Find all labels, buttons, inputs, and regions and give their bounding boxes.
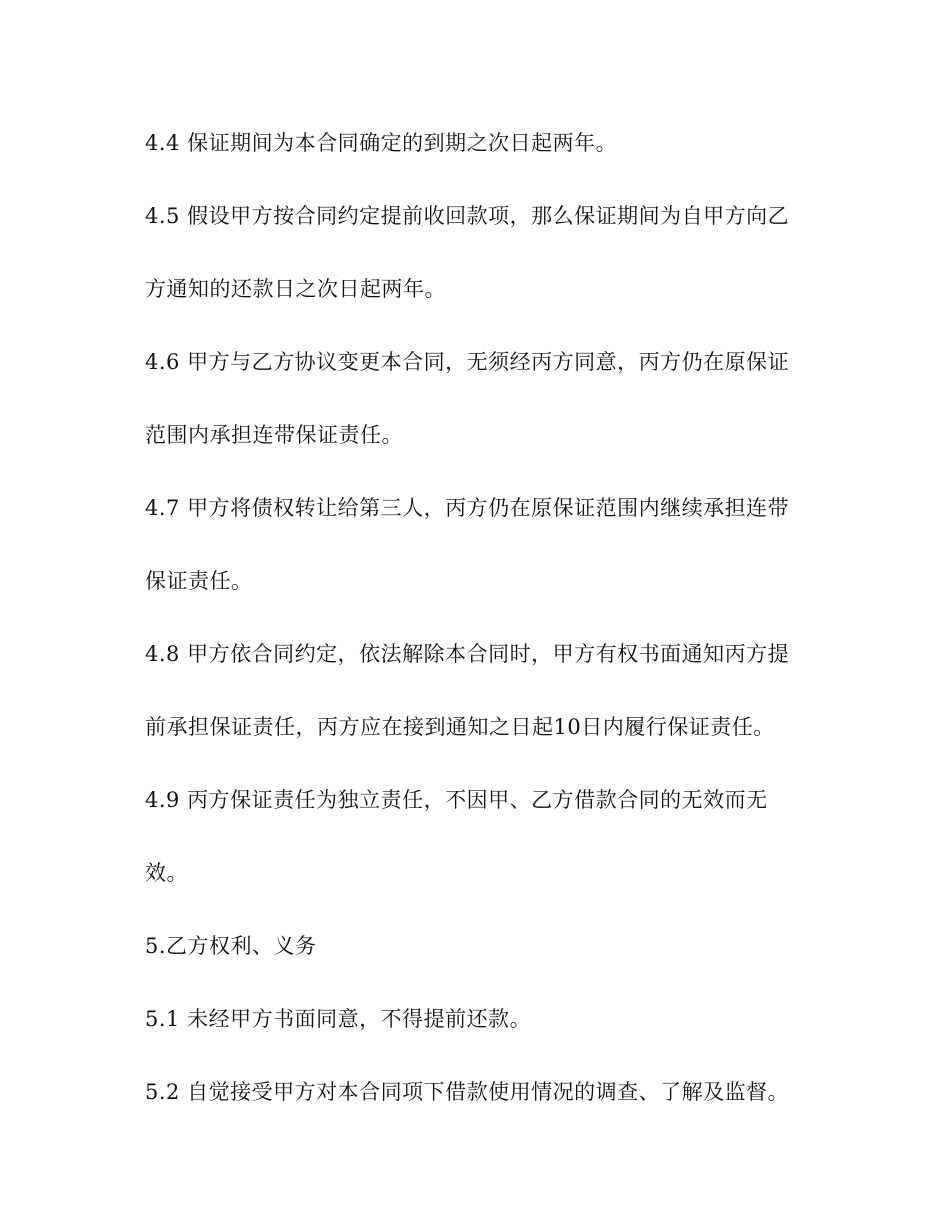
clause-4-9-line-1: 4.9 丙方保证责任为独立责任，不因甲、乙方借款合同的无效而无 bbox=[145, 788, 768, 812]
clause-4-4-line-1: 4.4 保证期间为本合同确定的到期之次日起两年。 bbox=[145, 131, 618, 155]
clause-4-8-line-2: 前承担保证责任，丙方应在接到通知之日起10日内履行保证责任。 bbox=[145, 715, 775, 739]
clause-4-9-line-2: 效。 bbox=[145, 861, 188, 885]
clause-4-7-line-2: 保证责任。 bbox=[145, 569, 253, 593]
clause-4-5-line-2: 方通知的还款日之次日起两年。 bbox=[145, 277, 446, 301]
clause-4-8-line-1: 4.8 甲方依合同约定，依法解除本合同时，甲方有权书面通知丙方提 bbox=[145, 642, 790, 666]
clause-5-1-line-1: 5.1 未经甲方书面同意，不得提前还款。 bbox=[145, 1007, 532, 1031]
section-5-heading: 5.乙方权利、义务 bbox=[145, 934, 317, 958]
clause-4-7-line-1: 4.7 甲方将债权转让给第三人，丙方仍在原保证范围内继续承担连带 bbox=[145, 496, 790, 520]
clause-4-5-line-1: 4.5 假设甲方按合同约定提前收回款项，那么保证期间为自甲方向乙 bbox=[145, 204, 790, 228]
clause-5-2-line-1: 5.2 自觉接受甲方对本合同项下借款使用情况的调查、了解及监督。 bbox=[145, 1080, 790, 1104]
clause-4-6-line-2: 范围内承担连带保证责任。 bbox=[145, 423, 403, 447]
clause-4-6-line-1: 4.6 甲方与乙方协议变更本合同，无须经丙方同意，丙方仍在原保证 bbox=[145, 350, 790, 374]
